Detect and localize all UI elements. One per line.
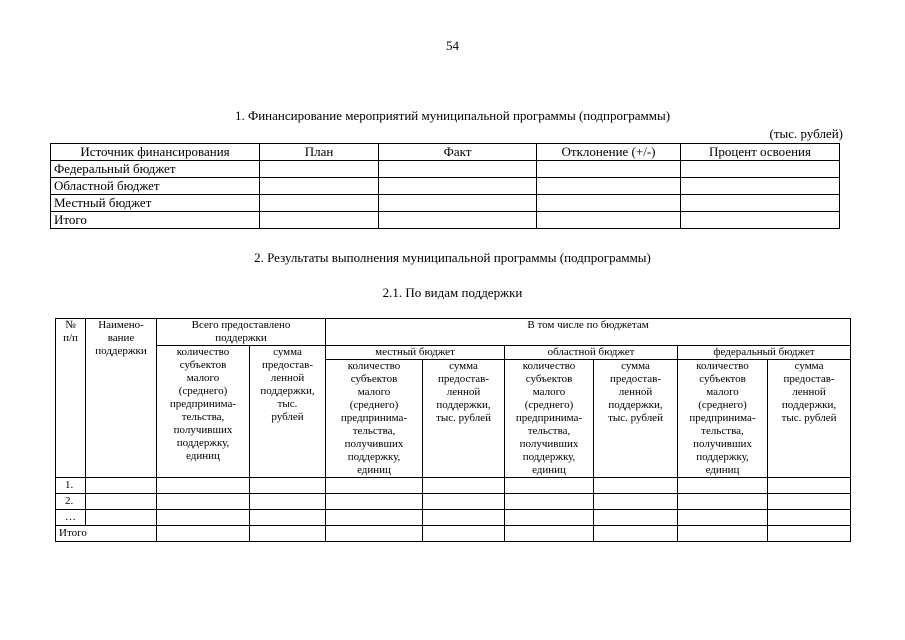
- empty-cell: [379, 212, 537, 229]
- empty-cell: [157, 510, 250, 526]
- empty-cell: [768, 510, 851, 526]
- empty-cell: [423, 478, 505, 494]
- empty-cell: [423, 510, 505, 526]
- header-regional-count: количество субъектов малого (среднего) предпринима- тельства, получивших поддержку, единиц: [505, 360, 594, 478]
- table-row: [56, 478, 851, 494]
- financing-table: [50, 143, 840, 229]
- empty-cell: [326, 478, 423, 494]
- support-table: [55, 318, 851, 542]
- empty-cell: [86, 478, 157, 494]
- row-number: …: [56, 510, 86, 526]
- empty-cell: [681, 212, 840, 229]
- empty-cell: [250, 478, 326, 494]
- empty-cell: [86, 510, 157, 526]
- empty-cell: [379, 178, 537, 195]
- empty-cell: [250, 526, 326, 542]
- total-row: [56, 526, 851, 542]
- financing-header-row: [51, 144, 840, 161]
- header-fact: Факт: [379, 144, 537, 161]
- empty-cell: [505, 510, 594, 526]
- empty-cell: [250, 510, 326, 526]
- header-regional-budget: областной бюджет: [505, 346, 678, 360]
- empty-cell: [768, 494, 851, 510]
- empty-cell: [260, 212, 379, 229]
- total-label: Итого: [56, 526, 157, 542]
- empty-cell: [260, 178, 379, 195]
- empty-cell: [157, 526, 250, 542]
- empty-cell: [86, 494, 157, 510]
- empty-cell: [423, 494, 505, 510]
- empty-cell: [423, 526, 505, 542]
- row-label: Местный бюджет: [51, 195, 260, 212]
- header-plan: План: [260, 144, 379, 161]
- empty-cell: [594, 510, 678, 526]
- header-local-budget: местный бюджет: [326, 346, 505, 360]
- empty-cell: [379, 195, 537, 212]
- table-row: [51, 161, 840, 178]
- header-federal-count: количество субъектов малого (среднего) предпринима- тельства, получивших поддержку, единиц: [678, 360, 768, 478]
- empty-cell: [505, 526, 594, 542]
- empty-cell: [326, 526, 423, 542]
- empty-cell: [250, 494, 326, 510]
- section-2-1-subtitle: 2.1. По видам поддержки: [382, 285, 523, 300]
- empty-cell: [678, 510, 768, 526]
- empty-cell: [678, 478, 768, 494]
- header-total-count: количество субъектов малого (среднего) предпринима- тельства, получивших поддержку, единиц: [157, 346, 250, 478]
- empty-cell: [768, 526, 851, 542]
- empty-cell: [379, 161, 537, 178]
- empty-cell: [537, 178, 681, 195]
- empty-cell: [594, 478, 678, 494]
- header-regional-sum: сумма предостав- ленной поддержки, тыс. рублей: [594, 360, 678, 478]
- row-label: Областной бюджет: [51, 178, 260, 195]
- empty-cell: [678, 526, 768, 542]
- table-row: [51, 178, 840, 195]
- header-source: Источник финансирования: [51, 144, 260, 161]
- empty-cell: [537, 195, 681, 212]
- empty-cell: [594, 526, 678, 542]
- header-total-sum: сумма предостав- ленной поддержки, тыс. рублей: [250, 346, 326, 478]
- header-deviation: Отклонение (+/-): [537, 144, 681, 161]
- empty-cell: [505, 494, 594, 510]
- empty-cell: [157, 478, 250, 494]
- empty-cell: [537, 212, 681, 229]
- header-percent: Процент освоения: [681, 144, 840, 161]
- header-federal-budget: федеральный бюджет: [678, 346, 851, 360]
- units-label: (тыс. рублей): [769, 126, 843, 141]
- section-2-title: 2. Результаты выполнения муниципальной программы (подпрограммы): [254, 250, 651, 265]
- header-by-budgets: В том числе по бюджетам: [326, 319, 851, 346]
- empty-cell: [260, 161, 379, 178]
- row-label: Итого: [51, 212, 260, 229]
- empty-cell: [157, 494, 250, 510]
- empty-cell: [681, 195, 840, 212]
- header-support-name: Наимено- вание поддержки: [86, 319, 157, 478]
- table-row: [56, 494, 851, 510]
- empty-cell: [326, 510, 423, 526]
- row-number: 1.: [56, 478, 86, 494]
- header-total-provided: Всего предоставлено поддержки: [157, 319, 326, 346]
- support-header-row-1: [56, 319, 851, 346]
- row-number: 2.: [56, 494, 86, 510]
- header-local-count: количество субъектов малого (среднего) предпринима- тельства, получивших поддержку, единиц: [326, 360, 423, 478]
- empty-cell: [594, 494, 678, 510]
- header-local-sum: сумма предостав- ленной поддержки, тыс. рублей: [423, 360, 505, 478]
- table-row: [56, 510, 851, 526]
- empty-cell: [260, 195, 379, 212]
- row-label: Федеральный бюджет: [51, 161, 260, 178]
- table-row: [51, 195, 840, 212]
- section-1-title: 1. Финансирование мероприятий муниципальной программы (подпрограммы): [234, 108, 671, 123]
- support-header-row-2: [56, 346, 851, 360]
- header-number: № п/п: [56, 319, 86, 478]
- empty-cell: [681, 178, 840, 195]
- header-federal-sum: сумма предостав- ленной поддержки, тыс. рублей: [768, 360, 851, 478]
- empty-cell: [537, 161, 681, 178]
- page-number: 54: [446, 38, 459, 53]
- empty-cell: [505, 478, 594, 494]
- table-row: [51, 212, 840, 229]
- empty-cell: [678, 494, 768, 510]
- empty-cell: [681, 161, 840, 178]
- empty-cell: [326, 494, 423, 510]
- empty-cell: [768, 478, 851, 494]
